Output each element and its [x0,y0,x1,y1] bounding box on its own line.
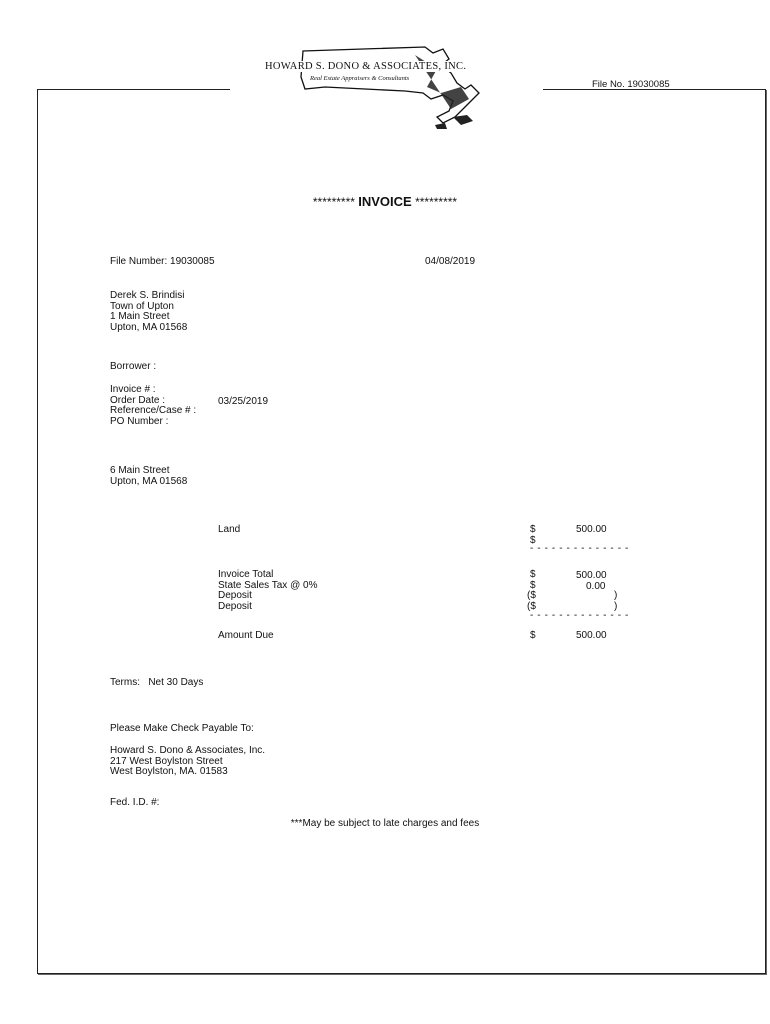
order-date-value: 03/25/2019 [218,396,269,407]
sales-tax-amount: 0.00 [586,581,606,592]
client-line: Upton, MA 01568 [110,321,188,333]
massachusetts-map-logo [265,43,495,133]
blank-currency: $ [530,535,536,546]
payee-line: 217 West Boylston Street [110,755,223,767]
invoice-details [110,385,196,427]
deposit-open-paren: ($ [527,590,536,601]
deposit-open-paren: ($ [527,600,536,612]
totals-currency [530,570,536,591]
land-amount: 500.00 [576,524,607,535]
deposit-open [527,591,536,612]
file-no-header: File No. 19030085 [592,79,670,90]
totals-labels [218,570,317,612]
file-number: File Number: 19030085 [110,256,215,267]
payee-address [110,746,265,778]
reference-label: Reference/Case # : [110,405,197,416]
client-line: Derek S. Brindisi [110,290,185,301]
deposit-label: Deposit [218,590,252,601]
deposit-close-paren: ) [614,600,618,612]
tax-currency: $ [530,579,536,591]
payee-line: West Boylston, MA. 01583 [110,766,228,777]
payable-to-label: Please Make Check Payable To: [110,723,254,734]
property-address [110,466,187,487]
late-fee-note: ***May be subject to late charges and fees [290,818,480,829]
payee-line: Howard S. Dono & Associates, Inc. [110,745,266,756]
deposit-label: Deposit [218,600,252,612]
invoice-total-label: Invoice Total [218,569,274,580]
deposit-close-paren: ) [614,590,618,601]
payment-terms: Terms: Net 30 Days [110,677,204,688]
amount-due-label: Amount Due [218,630,274,641]
sales-tax-label: State Sales Tax @ 0% [218,579,318,591]
amount-due-currency: $ [530,630,536,641]
fed-id-label: Fed. I.D. #: [110,797,160,808]
borrower-label: Borrower : [110,361,157,372]
invoice-total-amount: 500.00 [576,570,607,581]
page-border [37,89,766,974]
deposit-close [614,591,617,612]
total-currency: $ [530,569,536,580]
client-line: Town of Upton [110,300,174,312]
property-line: Upton, MA 01568 [110,475,188,487]
po-number-label: PO Number : [110,415,169,427]
client-line: 1 Main Street [110,311,170,322]
invoice-title: ********* INVOICE ********* [312,194,458,209]
company-tagline: Real Estate Appraisers & Consultants [310,75,410,82]
land-currency: $ [530,524,536,535]
company-name: HOWARD S. DONO & ASSOCIATES, INC. [265,61,467,72]
amount-due-value: 500.00 [576,630,607,641]
property-line: 6 Main Street [110,465,170,476]
invoice-word: INVOICE [358,194,412,209]
order-date-label: Order Date : [110,394,166,406]
subtotal-divider: - - - - - - - - - - - - - - [530,543,629,554]
client-address [110,291,187,333]
total-divider: - - - - - - - - - - - - - - [530,610,629,621]
invoice-number-label: Invoice # : [110,384,156,395]
land-label: Land [218,524,241,535]
invoice-date: 04/08/2019 [425,256,476,267]
